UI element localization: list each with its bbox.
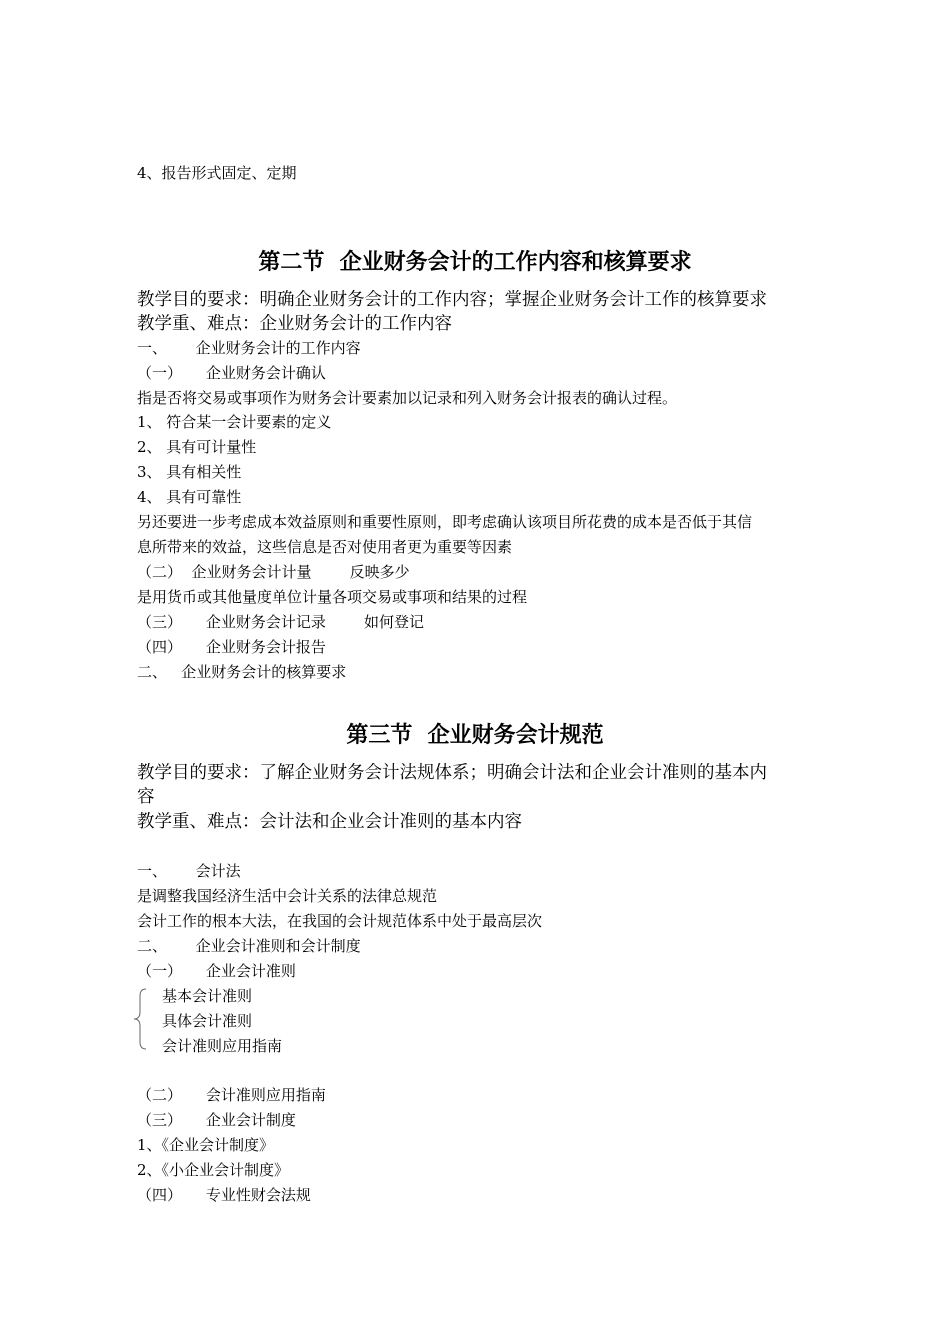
part-heading: 二、 企业财务会计的核算要求 [137, 663, 347, 681]
brace-icon [130, 988, 152, 1050]
teaching-goal: 教学目的要求：了解企业财务会计法规体系；明确会计法和企业会计准则的基本内 [137, 763, 767, 783]
part-heading: 一、 企业财务会计的工作内容 [137, 339, 361, 357]
section-heading: 第三节 企业财务会计规范 [346, 722, 604, 748]
sub-heading: （一） 企业会计准则 [137, 962, 296, 980]
sub-heading: （三） 企业财务会计记录 如何登记 [137, 613, 424, 631]
list-item: 基本会计准则 [162, 987, 253, 1005]
paragraph: 息所带来的效益，这些信息是否对使用者更为重要等因素 [137, 538, 513, 556]
sub-heading: （三） 企业会计制度 [137, 1111, 296, 1129]
sub-heading: （二） 会计准则应用指南 [137, 1086, 326, 1104]
sub-heading: （一） 企业财务会计确认 [137, 364, 326, 382]
part-heading: 一、 会计法 [137, 862, 241, 880]
teaching-goal: 容 [137, 787, 155, 807]
list-item: 2、 具有可计量性 [137, 438, 257, 456]
teaching-focus: 教学重、难点：会计法和企业会计准则的基本内容 [137, 812, 522, 832]
sub-heading: （四） 企业财务会计报告 [137, 638, 326, 656]
section-heading: 第二节 企业财务会计的工作内容和核算要求 [258, 249, 692, 275]
list-item: 4、 具有可靠性 [137, 488, 242, 506]
list-item: 4、报告形式固定、定期 [137, 164, 297, 182]
list-item: 具体会计准则 [162, 1012, 253, 1030]
list-item: 1、 符合某一会计要素的定义 [137, 413, 332, 431]
teaching-goal: 教学目的要求：明确企业财务会计的工作内容；掌握企业财务会计工作的核算要求 [137, 290, 767, 310]
sub-heading: （四） 专业性财会法规 [137, 1186, 311, 1204]
paragraph: 另还要进一步考虑成本效益原则和重要性原则，即考虑确认该项目所花费的成本是否低于其信 [137, 513, 753, 531]
paragraph: 会计工作的根本大法，在我国的会计规范体系中处于最高层次 [137, 912, 543, 930]
list-item: 2、《小企业会计制度》 [137, 1161, 290, 1179]
list-item: 1、《企业会计制度》 [137, 1136, 275, 1154]
sub-heading: （二） 企业财务会计计量 反映多少 [137, 563, 410, 581]
teaching-focus: 教学重、难点：企业财务会计的工作内容 [137, 314, 452, 334]
paragraph: 是调整我国经济生活中会计关系的法律总规范 [137, 887, 438, 905]
list-item: 会计准则应用指南 [162, 1037, 283, 1055]
paragraph: 是用货币或其他量度单位计量各项交易或事项和结果的过程 [137, 588, 528, 606]
list-item: 3、 具有相关性 [137, 463, 242, 481]
paragraph: 指是否将交易或事项作为财务会计要素加以记录和列入财务会计报表的确认过程。 [137, 389, 678, 407]
part-heading: 二、 企业会计准则和会计制度 [137, 937, 361, 955]
